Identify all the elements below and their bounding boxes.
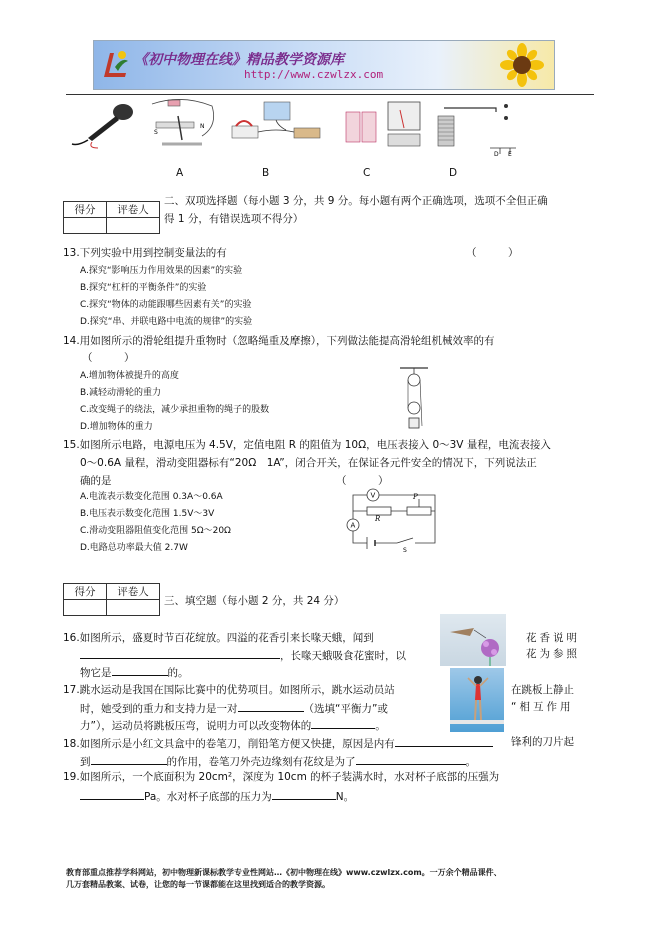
figure-label-d: D [449,167,458,179]
section3-title: 三、填空题（每小题 2 分，共 24 分） [164,595,345,607]
section2-note: 得 1 分，有错误选项不得分） [164,213,304,225]
q18-blank-2[interactable] [91,753,167,765]
q17-line2-end: “相互作用 [511,701,574,713]
pulley-diagram [396,366,432,436]
figure-a [142,96,222,154]
q16-text: 的。 [167,667,189,679]
q18-line1 [63,735,493,751]
score-label: 得分 [64,584,107,600]
q19-blank-1[interactable] [80,788,144,800]
q16-blank-1[interactable] [80,647,280,659]
figure-microphone [68,100,140,150]
q18-text: 的作用，卷笔刀外壳边缘刻有花纹是为了 [166,756,356,768]
q17-text: 力”），运动员将跳板压弯，说明力可以改变物体的 [80,720,312,732]
moth-flower-photo [440,614,506,666]
header-banner [93,40,555,90]
q15-option-b: B.电压表示数变化范围 1.5V～3V [80,509,215,519]
q13-option-c: C.探究“物体的动能跟哪些因素有关”的实验 [80,300,252,310]
q15-option-c: C.滑动变阻器阻值变化范围 5Ω～20Ω [80,526,231,536]
section2-title: 二、双项选择题（每小题 3 分，共 9 分。每小题有两个正确选项，选项不全但正确 [164,195,548,207]
q17-text: （选填“平衡力”或 [303,703,388,715]
q17-line1: 17.跳水运动是我国在国际比赛中的优势项目。如图所示，跳水运动员站 [63,684,395,696]
q16-line1 [63,631,374,645]
q18-text: 到 [80,756,91,768]
q19-text: Pa。水对杯子底部的压力为 [144,791,272,803]
q18-text: 。 [465,756,476,768]
q17-line1-end: 在跳板上静止 [511,684,574,696]
q14-answer-paren[interactable]: （ ） [82,352,135,364]
figure-label-b: B [262,167,270,179]
q15-answer-paren[interactable]: （ ） [336,475,389,487]
figure-label-a: A [176,167,184,179]
score-cell[interactable] [64,600,107,616]
q16-line2-end: 花为参照 [526,648,580,660]
q16-line1-end: 花香说明 [526,632,580,644]
q14-option-b: B.减轻动滑轮的重力 [80,388,162,398]
score-cell[interactable] [64,218,107,234]
q16-text: ，长喙天蛾吸食花蜜时，以 [280,650,406,662]
score-box-section3 [63,583,160,616]
figure-d [430,98,520,158]
q19-text: N。 [335,791,355,803]
q13-option-d: D.探究“串、并联电路中电流的规律”的实验 [80,317,253,327]
q13-option-b: B.探究“杠杆的平衡条件”的实验 [80,283,207,293]
q16-text: 16.如图所示，盛夏时节百花绽放。四溢的花香引来长喙天蛾，闻到 [63,632,374,644]
q15-option-d: D.电路总功率最大值 2.7W [80,543,188,553]
grader-label: 评卷人 [107,584,160,600]
switch-label: S [403,547,407,553]
q15-stem-line3: 确的是 [80,475,112,487]
q13-stem: 13.下列实验中用到控制变量法的有 [63,247,227,259]
q19-blank-2[interactable] [272,788,336,800]
logo-icon [100,47,130,81]
footer-line1: 教育部重点推荐学科网站，初中物理新课标教学专业性网站…《初中物理在线》www.czwlzx.com。一万余个精品课件、 [66,868,502,877]
slider-label: P [413,493,418,501]
q18-text: 18.如图所示是小红文具盒中的卷笔刀，削铅笔方便又快捷，原因是内有 [63,738,395,750]
q13-option-a: A.探究“影响压力作用效果的因素”的实验 [80,266,243,276]
q18-blank-3[interactable] [356,753,466,765]
q14-stem: 14.用如图所示的滑轮组提升重物时（忽略绳重及摩擦），下列做法能提高滑轮组机械效率的有 [63,335,495,347]
q14-option-c: C.改变绳子的绕法，减少承担重物的绳子的股数 [80,405,270,415]
ammeter-label: A [350,521,356,530]
grader-label: 评卷人 [107,202,160,218]
q18-line2 [80,753,476,769]
svg-text:E: E [508,151,512,158]
svg-text:S: S [154,129,158,136]
grader-cell[interactable] [107,600,160,616]
q18-blank-1[interactable] [395,735,493,747]
q17-line3 [80,717,386,733]
grader-cell[interactable] [107,218,160,234]
resistor-label: R [375,515,381,523]
score-label: 得分 [64,202,107,218]
header-rule [66,94,594,95]
banner-url[interactable]: http://www.czwlzx.com [244,68,384,81]
q13-answer-paren[interactable]: （ ） [466,247,519,259]
q16-text: 物它是 [80,667,112,679]
q16-line2 [80,647,406,663]
q17-blank-1[interactable] [238,700,304,712]
banner-title: 《初中物理在线》精品教学资源库 [134,52,344,68]
q17-text: 。 [375,720,386,732]
q15-option-a: A.电流表示数变化范围 0.3A～0.6A [80,492,223,502]
q17-line2 [80,700,388,716]
q17-blank-2[interactable] [311,717,375,729]
voltmeter-label: V [370,491,376,500]
q19-line1: 19.如图所示，一个底面积为 20cm²，深度为 10cm 的杯子装满水时，水对杯子底部的压强为 [63,771,500,783]
sunflower-icon [494,43,550,87]
q15-stem-line2: 0～0.6A 量程，滑动变阻器标有“20Ω 1A”，闭合开关，在保证各元件安全的情况下，下列说法正 [80,457,537,469]
figure-label-c: C [363,167,371,179]
q15-stem-line1: 15.如图所示电路，电源电压为 4.5V，定值电阻 R 的阻值为 10Ω，电压表接入 0～3V 量程，电流表接入 [63,439,551,451]
svg-text:D: D [494,151,499,158]
svg-text:N: N [200,123,205,130]
diver-photo [450,668,504,732]
footer-line2: 几万套精品教案、试卷，让您的每一节课都能在这里找到适合的教学资源。 [66,880,330,889]
q16-line3 [80,664,189,680]
figure-b [226,98,326,150]
q17-text: 时，她受到的重力和支持力是一对 [80,703,238,715]
q18-line1-end: 锋利的刀片起 [511,736,574,748]
figure-c [340,98,426,154]
q14-option-d: D.增加物体的重力 [80,422,153,432]
q16-blank-2[interactable] [112,664,168,676]
score-box-section2 [63,201,160,234]
circuit-diagram [345,487,445,553]
q19-line2 [80,788,354,804]
q14-option-a: A.增加物体被提升的高度 [80,371,179,381]
